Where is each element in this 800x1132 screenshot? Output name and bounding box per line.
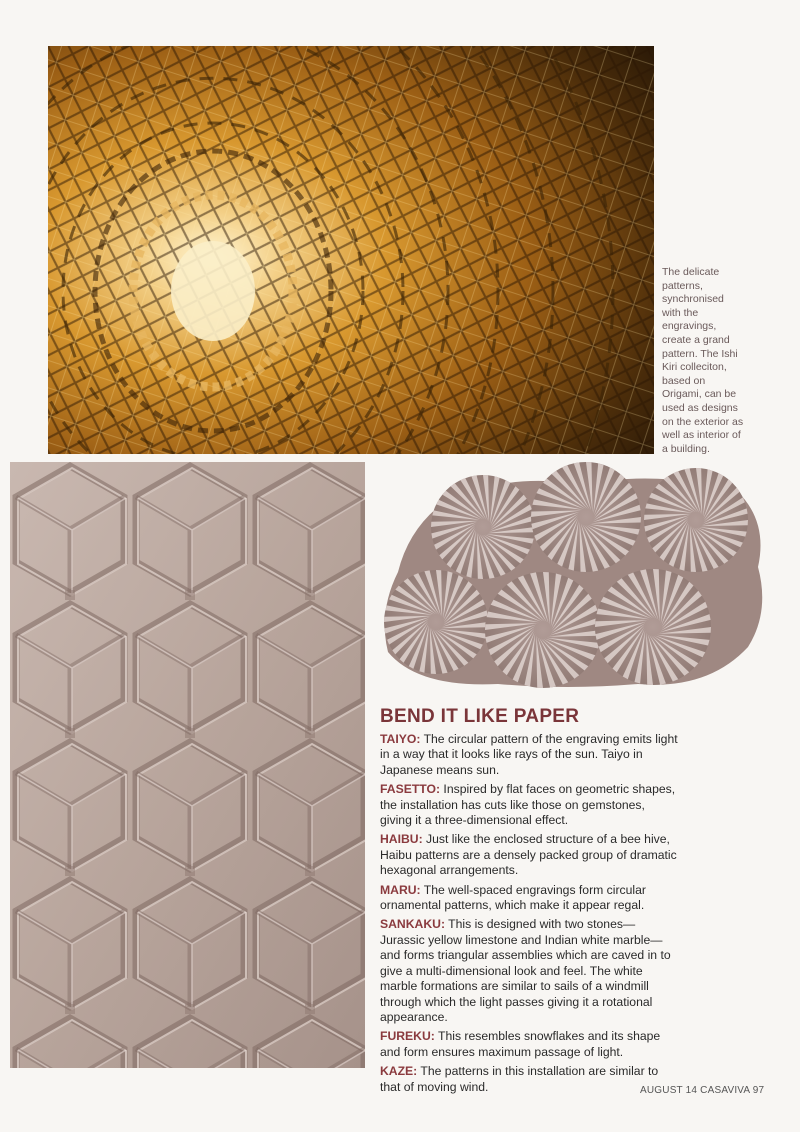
radial-disc [485,572,601,688]
caption-line: patterns, [662,279,703,292]
radial-disc [431,475,535,579]
caption-line: on the exterior as [662,415,744,428]
radial-disc [384,570,488,674]
caption-line: synchronised [662,293,724,306]
entry-term: FUREKU: [380,1029,435,1044]
caption-line: create a grand [662,333,730,346]
radial-disc [644,468,748,572]
entry-text: This is designed with two stones— Jurassic yellow limestone and Indian white marble— and forms triangular assemblies which are caved in to give a multi-dimensional look and feel. The white marble formations are similar to sails of a windmill through which the light passes giving it a rotational appearance. [380,917,671,1024]
caption-line: a building. [662,442,710,455]
caption-line: with the [662,306,699,319]
caption-line: based on [662,374,706,387]
entry-text: This resembles snowflakes and its shape and form ensures maximum passage of light. [380,1029,661,1059]
photo-circular-radial-tiles [378,462,770,690]
entry-term: TAIYO: [380,732,421,746]
photo-caption [662,266,762,456]
entry-fasetto [380,782,680,828]
caption-line: pattern. The Ishi [662,347,738,360]
entry-term: FASETTO: [380,782,441,797]
entry-text: The circular pattern of the engraving emits light in a way that it looks like rays of the sun. Taiyo in Japanese means sun. [380,732,678,777]
entry-kaze [380,1064,680,1095]
caption-line: used as designs [662,401,738,414]
radial-disc [595,569,711,685]
caption-line: well as interior of [662,429,741,442]
radial-disc [531,462,641,572]
entry-taiyo [380,732,680,778]
article-headline: BEND IT LIKE PAPER [380,706,580,727]
caption-line: Kiri colleciton, [662,361,727,374]
entry-fureku [380,1029,680,1060]
caption-line: Origami, can be [662,388,737,401]
entry-text: The well-spaced engravings form circular ornamental patterns, which make it appear regal. [380,882,646,913]
entry-term: HAIBU: [380,832,423,847]
photo-hexagonal-stone-panel [10,462,365,1068]
photo-backlit-circular-engraving [48,46,654,454]
article [380,706,680,1099]
caption-line: The delicate [662,266,720,278]
entry-term: MARU: [380,882,421,897]
entry-maru [380,883,680,914]
entry-text: Inspired by flat faces on geometric shapes, the installation has cuts like those on gemstones, giving it a three-dimensional effect. [380,782,676,828]
caption-line: engravings, [662,320,717,333]
entry-haibu [380,832,680,878]
entry-sankaku [380,917,680,1025]
entry-term: SANKAKU: [380,917,445,932]
page-folio: AUGUST 14 CASAVIVA 97 [640,1085,765,1096]
entry-term: KAZE: [380,1064,418,1079]
entry-text: The patterns in this installation are similar to that of moving wind. [380,1064,659,1094]
entry-text: Just like the enclosed structure of a bee hive, Haibu patterns are a densely packed group of dramatic hexagonal arrangements. [380,832,677,878]
